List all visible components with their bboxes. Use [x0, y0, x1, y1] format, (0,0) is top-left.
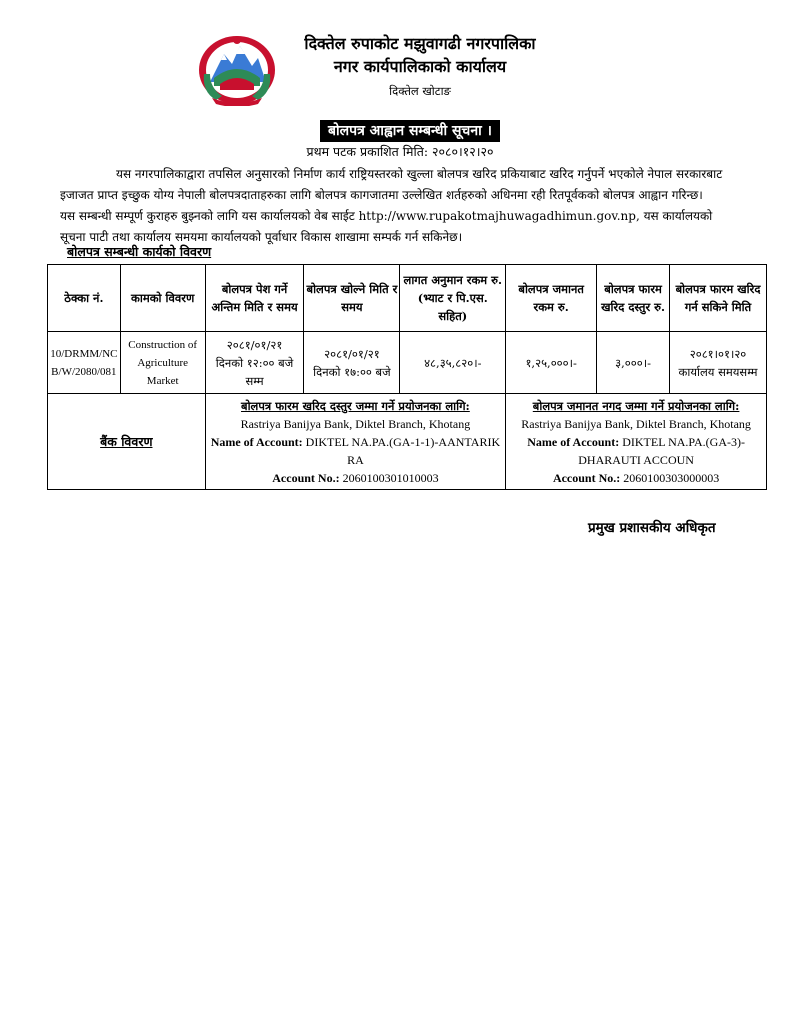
account-name-value: DIKTEL NA.PA.(GA-1-1)-AANTARIK RA: [305, 434, 501, 467]
table-row: [48, 332, 767, 394]
cost-estimate: ४८,३५,८२०।-: [400, 332, 506, 394]
form-fee-bank-name: Rastriya Banijya Bank, Diktel Branch, Khotang: [240, 416, 471, 431]
office-header: [270, 33, 570, 101]
form-purchase-date: २०८१।०१।२०: [689, 346, 747, 361]
account-name-label: Name of Account:: [527, 434, 620, 449]
work-description: Construction of Agriculture Market: [120, 332, 205, 394]
opening-date: २०८१/०१/२१: [324, 346, 380, 361]
submission-date: २०८१/०१/२१: [226, 337, 283, 352]
published-date: प्रथम पटक प्रकाशित मिति: २०८०।१२।२०: [306, 144, 494, 159]
notice-body: [60, 164, 750, 248]
office-location: दिक्तेल खोटाङ: [389, 84, 451, 98]
form-fee-account: [205, 394, 506, 490]
notice-body-line: इजाजत प्राप्त इच्छुक योग्य नेपाली बोलपत्रदाताहरुका लागि बोलपत्र कागजातमा उल्लेखित शर्तहरुको अधिनमा रही रितपूर्वकको बोलपत्र आह्वान गरिन्छ।: [60, 188, 703, 202]
account-number-value: 2060100301010003: [342, 470, 439, 485]
security-account-name: [508, 433, 764, 469]
form-fee: ३,०००।-: [597, 332, 670, 394]
security-account: [506, 394, 767, 490]
submission-time: दिनको १२:०० बजे सम्म: [215, 355, 294, 388]
account-name-value: DIKTEL NA.PA.(GA-3)-DHARAUTI ACCOUN: [578, 434, 745, 467]
bid-security: १,२५,०००।-: [506, 332, 597, 394]
account-name-label: Name of Account:: [210, 434, 303, 449]
column-header: ठेक्का नं.: [48, 265, 121, 332]
column-header: कामको विवरण: [120, 265, 205, 332]
column-header: बोलपत्र फारम खरिद गर्न सकिने मिति: [670, 265, 767, 332]
account-number-value: 2060100303000003: [623, 470, 720, 485]
column-header: बोलपत्र खोल्ने मिति र समय: [304, 265, 400, 332]
works-table-header-row: [48, 265, 767, 332]
column-header: बोलपत्र जमानत रकम रु.: [506, 265, 597, 332]
signatory-title: प्रमुख प्रशासकीय अधिकृत: [588, 520, 716, 536]
column-header: बोलपत्र पेश गर्ने अन्तिम मिति र समय: [205, 265, 304, 332]
account-number-label: Account No.:: [552, 470, 621, 485]
opening-schedule: [304, 332, 400, 394]
column-header: लागत अनुमान रकम रु. (भ्याट र पि.एस. सहित): [400, 265, 506, 332]
security-account-number: [508, 469, 764, 487]
notice-title: बोलपत्र आह्वान सम्बन्धी सूचना ।: [320, 120, 500, 142]
form-fee-account-number: [208, 469, 504, 487]
notice-body-line: यस नगरपालिकाद्वारा तपसिल अनुसारको निर्माण कार्य राष्ट्रियस्तरको खुल्ला बोलपत्र खरिद प्रकियाबाट खरिद गर्नुपर्ने भएकोले नेपाल सरकारबाट: [116, 167, 723, 181]
office-name: नगर कार्यपालिकाको कार्यालय: [333, 57, 507, 76]
submission-deadline: [205, 332, 304, 394]
contract-number: 10/DRMM/NCB/W/2080/081: [48, 332, 121, 394]
security-account-purpose: बोलपत्र जमानत नगद जम्मा गर्ने प्रयोजनका लागि:: [532, 398, 740, 413]
notice-body-line: सूचना पाटी तथा कार्यालय समयमा कार्यालयको पूर्वाधार विकास शाखामा सम्पर्क गर्न सकिनेछ।: [60, 230, 463, 244]
security-bank-name: Rastriya Banijya Bank, Diktel Branch, Khotang: [521, 416, 751, 431]
column-header: बोलपत्र फारम खरिद दस्तुर रु.: [597, 265, 670, 332]
form-fee-account-purpose: बोलपत्र फारम खरिद दस्तुर जम्मा गर्ने प्रयोजनका लागि:: [241, 398, 470, 413]
account-number-label: Account No.:: [272, 470, 340, 485]
form-purchase-deadline: [670, 332, 767, 394]
opening-time: दिनको १७:०० बजे: [313, 364, 391, 379]
form-purchase-note: कार्यालय समयसम्म: [678, 364, 758, 379]
notice-body-line: यस सम्बन्धी सम्पूर्ण कुराहरु बुझ्नको लागि यस कार्यालयको वेब साईट http://www.rupakotmajhuwagadhimun.gov.np, यस कार्यालयको: [60, 209, 713, 223]
org-name: दिक्तेल रुपाकोट मझुवागढी नगरपालिका: [304, 34, 536, 53]
bank-details-label: बैंक विवरण: [48, 394, 206, 490]
works-table: [47, 264, 767, 490]
form-fee-account-name: [208, 433, 504, 469]
works-table-heading: बोलपत्र सम्बन्धी कार्यको विवरण: [67, 244, 212, 259]
nepal-emblem-icon: [196, 30, 278, 106]
bank-details-row: [48, 394, 767, 490]
